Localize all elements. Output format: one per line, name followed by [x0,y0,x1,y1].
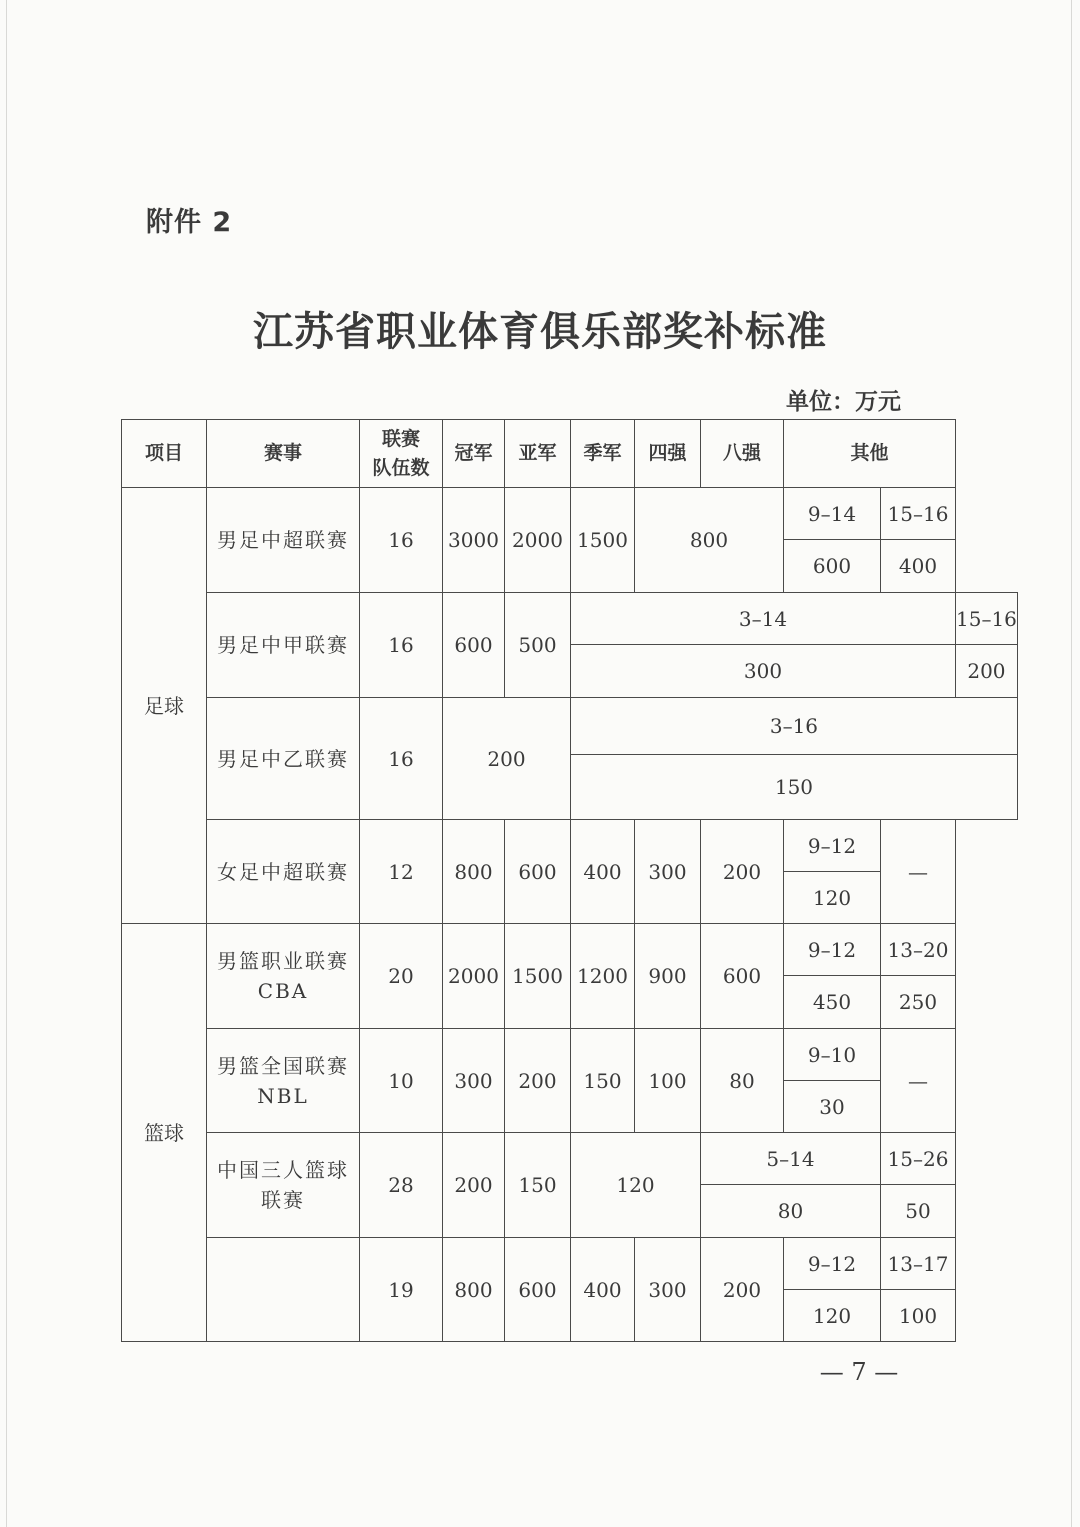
third-cell: 1500 [571,488,635,593]
page-number: — 7 — [819,1358,899,1386]
other-range-cell: 15–16 [881,488,956,540]
other-range-cell: 3–16 [571,698,1018,755]
teams-cell: 16 [360,593,443,698]
other-value-cell: 120 [784,1290,881,1342]
table-row [122,1029,1018,1081]
subsidy-table [121,419,1018,1342]
third-cell: 150 [571,1029,635,1133]
top4-top8-cell: 800 [635,488,784,593]
champion-cell: 3000 [443,488,505,593]
table-row [122,488,1018,540]
event-cell: 女足中超联赛 [207,820,360,924]
runner-up-cell: 500 [505,593,571,698]
col-header-third: 季军 [571,420,635,488]
event-cell: 男足中乙联赛 [207,698,360,820]
other-value-cell: 300 [571,645,956,698]
event-name-line2: CBA [257,979,309,1003]
top4-cell: 300 [635,820,701,924]
table-row [122,924,1018,976]
table-row [122,1133,1018,1185]
other-range-cell: 9–12 [784,924,881,976]
top8-cell: 600 [701,924,784,1029]
top8-cell: 200 [701,1238,784,1342]
other-value-cell: 150 [571,755,1018,820]
other-value-cell: 30 [784,1081,881,1133]
teams-cell: 20 [360,924,443,1029]
other-range-cell: 15–16 [956,593,1018,645]
scan-edge-left [6,0,7,1527]
other-range-cell: 9–14 [784,488,881,540]
champion-cell: 600 [443,593,505,698]
event-cell [207,1238,360,1342]
table-row [122,820,1018,872]
runner-up-cell: 600 [505,820,571,924]
event-cell: 男足中超联赛 [207,488,360,593]
event-name-line1: 男篮职业联赛 [217,949,349,973]
table-row [122,1238,1018,1290]
event-name-line2: 联赛 [261,1188,305,1212]
champion-runner-up-cell: 200 [443,698,571,820]
top4-cell: 100 [635,1029,701,1133]
champion-cell: 800 [443,1238,505,1342]
runner-up-cell: 600 [505,1238,571,1342]
champion-cell: 200 [443,1133,505,1238]
other-range-cell: 13–17 [881,1238,956,1290]
runner-up-cell: 1500 [505,924,571,1029]
runner-up-cell: 2000 [505,488,571,593]
third-cell: 400 [571,820,635,924]
top8-cell: 80 [701,1029,784,1133]
attachment-label: 附件 2 [146,207,233,238]
other-value-cell: 450 [784,976,881,1029]
col-header-teams-line2: 队伍数 [372,456,430,479]
other-range-cell: 15–26 [881,1133,956,1185]
event-cell [207,1029,360,1133]
third-cell: 1200 [571,924,635,1029]
col-header-runner-up: 亚军 [505,420,571,488]
event-cell [207,1133,360,1238]
col-header-other: 其他 [784,420,956,488]
other-value-cell: 400 [881,540,956,593]
event-name-line1: 中国三人篮球 [217,1158,349,1182]
col-header-category: 项目 [122,420,207,488]
third-cell: 400 [571,1238,635,1342]
champion-cell: 800 [443,820,505,924]
top4-cell: 900 [635,924,701,1029]
other-value-cell: 250 [881,976,956,1029]
teams-cell: 19 [360,1238,443,1342]
top4-cell: 300 [635,1238,701,1342]
category-cell-basketball: 篮球 [122,924,207,1342]
top8-cell: 200 [701,820,784,924]
header-row [122,420,1018,488]
table-row [122,593,1018,645]
category-cell-football: 足球 [122,488,207,924]
other-dash-cell: — [881,820,956,924]
runner-up-cell: 150 [505,1133,571,1238]
scan-edge-right [1071,0,1072,1527]
other-range-cell: 9–12 [784,1238,881,1290]
other-value-cell: 80 [701,1185,881,1238]
event-name-line2: NBL [257,1083,309,1108]
other-range-cell: 3–14 [571,593,956,645]
other-value-cell: 50 [881,1185,956,1238]
col-header-top4: 四强 [635,420,701,488]
third-top4-cell: 120 [571,1133,701,1238]
col-header-champion: 冠军 [443,420,505,488]
teams-cell: 16 [360,488,443,593]
col-header-teams-line1: 联赛 [381,428,420,450]
other-value-cell: 200 [956,645,1018,698]
teams-cell: 12 [360,820,443,924]
unit-note: 单位：万元 [786,389,901,415]
other-range-cell: 9–12 [784,820,881,872]
event-name-line1: 男篮全国联赛 [217,1053,349,1078]
other-value-cell: 600 [784,540,881,593]
teams-cell: 16 [360,698,443,820]
other-value-cell: 120 [784,872,881,924]
event-cell [207,924,360,1029]
other-range-cell: 9–10 [784,1029,881,1081]
champion-cell: 300 [443,1029,505,1133]
other-range-cell: 5–14 [701,1133,881,1185]
event-cell: 男足中甲联赛 [207,593,360,698]
teams-cell: 10 [360,1029,443,1133]
col-header-top8: 八强 [701,420,784,488]
col-header-teams [360,420,443,488]
other-dash-cell: — [881,1029,956,1133]
champion-cell: 2000 [443,924,505,1029]
other-value-cell: 100 [881,1290,956,1342]
other-range-cell: 13–20 [881,924,956,976]
table-row [122,698,1018,755]
col-header-event: 赛事 [207,420,360,488]
page-title: 江苏省职业体育俱乐部奖补标准 [253,308,827,355]
runner-up-cell: 200 [505,1029,571,1133]
teams-cell: 28 [360,1133,443,1238]
